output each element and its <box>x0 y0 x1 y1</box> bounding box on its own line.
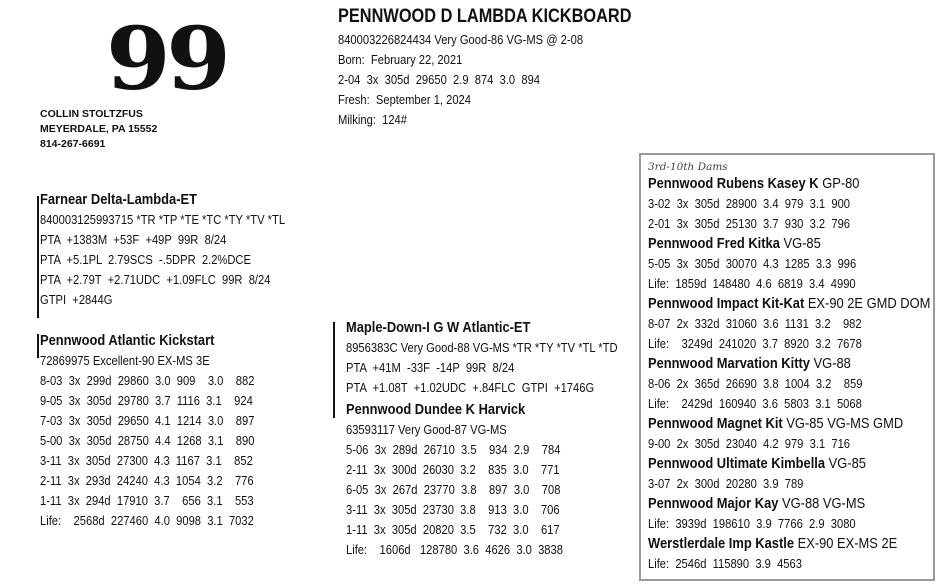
consignor-phone: 814-267-6691 <box>40 138 106 150</box>
dam-9-life-row: Life: 3939d 198610 3.9 7766 2.9 3080 <box>648 516 856 531</box>
dam-9-name: Pennwood Major Kay VG-88 VG-MS <box>648 495 866 512</box>
dam-6-classification: VG-88 <box>813 355 851 372</box>
granddam-name: Pennwood Dundee K Harvick <box>346 401 526 418</box>
granddam-line: 63593117 Very Good-87 VG-MS <box>346 422 507 437</box>
granddam-life-row: Life: 1606d 128780 3.6 4626 3.0 3838 <box>346 542 563 557</box>
dam-record-row: 9-05 3x 305d 29780 3.7 1116 3.1 924 <box>40 393 253 408</box>
animal-detail-line: Milking: 124# <box>338 112 407 127</box>
dam-4-name: Pennwood Fred Kitka VG-85 <box>648 235 821 252</box>
dam-9-classification: VG-88 VG-MS <box>782 495 866 512</box>
granddam-record-row: 6-05 3x 267d 23770 3.8 897 3.0 708 <box>346 482 561 497</box>
dam-4-life-row: Life: 1859d 148480 4.6 6819 3.4 4990 <box>648 276 856 291</box>
sire-block <box>40 190 325 310</box>
mgs-line: PTA +41M -33F -14P 99R 8/24 <box>346 360 515 375</box>
dam-5-life-row: Life: 3249d 241020 3.7 8920 3.2 7678 <box>648 336 862 351</box>
dams-content <box>648 160 931 574</box>
consignor-name: COLLIN STOLTZFUS <box>40 108 143 120</box>
dam-record-row: 7-03 3x 305d 29650 4.1 1214 3.0 897 <box>40 413 255 428</box>
dams-box <box>639 153 935 581</box>
dam-3-record-row: 3-02 3x 305d 28900 3.4 979 3.1 900 <box>648 196 851 211</box>
lot-number: 99 <box>106 9 227 110</box>
dam-10-classification: EX-90 EX-MS 2E <box>797 535 898 552</box>
sire-connector-line <box>37 196 39 318</box>
mgs-line: 8956383C Very Good-88 VG-MS *TR *TY *TV *TL *TD <box>346 340 618 355</box>
dam-block <box>40 331 289 531</box>
dam-8-record-row: 3-07 2x 300d 20280 3.9 789 <box>648 476 804 491</box>
dam-6-name: Pennwood Marvation Kitty VG-88 <box>648 355 851 372</box>
granddam-record-row: 3-11 3x 305d 23730 3.8 913 3.0 706 <box>346 502 560 517</box>
animal-details <box>338 30 623 130</box>
dam-5-name: Pennwood Impact Kit-Kat EX-90 2E GMD DOM <box>648 295 931 312</box>
granddam-record-row: 5-06 3x 289d 26710 3.5 934 2.9 784 <box>346 442 561 457</box>
sire-line: PTA +1383M +53F +49P 99R 8/24 <box>40 232 227 247</box>
dam-6-life-row: Life: 2429d 160940 3.6 5803 3.1 5068 <box>648 396 862 411</box>
dam-record-row: 3-11 3x 305d 27300 4.3 1167 3.1 852 <box>40 453 253 468</box>
dam-4-classification: VG-85 <box>783 235 821 252</box>
granddam-block <box>346 400 598 560</box>
dam-record-row: 8-03 3x 299d 29860 3.0 909 3.0 882 <box>40 373 255 388</box>
animal-detail-line: Fresh: September 1, 2024 <box>338 92 472 107</box>
sire-line: 840003125993715 *TR *TP *TE *TC *TY *TV *TL <box>40 212 286 227</box>
dam-10-life-row: Life: 2546d 115890 3.9 4563 <box>648 556 802 571</box>
dam-8-name: Pennwood Ultimate Kimbella VG-85 <box>648 455 866 472</box>
dam-8-classification: VG-85 <box>828 455 866 472</box>
dam-life-row: Life: 2568d 227460 4.0 9098 3.1 7032 <box>40 513 254 528</box>
granddam-record-row: 2-11 3x 300d 26030 3.2 835 3.0 771 <box>346 462 560 477</box>
dam-record-row: 1-11 3x 294d 17910 3.7 656 3.1 553 <box>40 493 254 508</box>
dam-6-record-row: 8-06 2x 365d 26690 3.8 1004 3.2 859 <box>648 376 863 391</box>
dams-caption: 3rd-10th Dams <box>648 161 728 173</box>
mgs-name: Maple-Down-I G W Atlantic-ET <box>346 319 531 336</box>
dam-5-record-row: 8-07 2x 332d 31060 3.6 1131 3.2 982 <box>648 316 862 331</box>
sire-line: PTA +5.1PL 2.79SCS -.5DPR 2.2%DCE <box>40 252 251 267</box>
sire-name: Farnear Delta-Lambda-ET <box>40 191 197 208</box>
animal-detail-line: 840003226824434 Very Good-86 VG-MS @ 2-08 <box>338 32 584 47</box>
dam-record-row: 5-00 3x 305d 28750 4.4 1268 3.1 890 <box>40 433 255 448</box>
dam-4-record-row: 5-05 3x 305d 30070 4.3 1285 3.3 996 <box>648 256 857 271</box>
animal-detail-line: 2-04 3x 305d 29650 2.9 874 3.0 894 <box>338 72 541 87</box>
mgs-line: PTA +1.08T +1.02UDC +.84FLC GTPI +1746G <box>346 380 595 395</box>
sire-line: PTA +2.79T +2.71UDC +1.09FLC 99R 8/24 <box>40 272 271 287</box>
dam-7-record-row: 9-00 2x 305d 23040 4.2 979 3.1 716 <box>648 436 851 451</box>
sire-line: GTPI +2844G <box>40 292 113 307</box>
mgs-connector-line <box>333 322 335 418</box>
granddam-record-row: 1-11 3x 305d 20820 3.5 732 3.0 617 <box>346 522 560 537</box>
dam-3-record-row: 2-01 3x 305d 25130 3.7 930 3.2 796 <box>648 216 851 231</box>
dam-3-classification: GP-80 <box>822 175 860 192</box>
dam-record-row: 2-11 3x 293d 24240 4.3 1054 3.2 776 <box>40 473 254 488</box>
dam-5-classification: EX-90 2E GMD DOM <box>807 295 931 312</box>
mgs-block <box>346 318 662 398</box>
dam-7-name: Pennwood Magnet Kit VG-85 VG-MS GMD <box>648 415 904 432</box>
consignor-block <box>40 107 157 152</box>
dam-name: Pennwood Atlantic Kickstart <box>40 332 215 349</box>
consignor-address: MEYERDALE, PA 15552 <box>40 123 158 135</box>
dam-line: 72869975 Excellent-90 EX-MS 3E <box>40 353 210 368</box>
dam-7-classification: VG-85 VG-MS GMD <box>786 415 904 432</box>
animal-detail-line: Born: February 22, 2021 <box>338 52 463 67</box>
animal-name: PENNWOOD D LAMBDA KICKBOARD <box>338 6 632 27</box>
dam-10-name: Werstlerdale Imp Kastle EX-90 EX-MS 2E <box>648 535 898 552</box>
dam-connector-line <box>37 334 39 358</box>
dam-3-name: Pennwood Rubens Kasey K GP-80 <box>648 175 860 192</box>
